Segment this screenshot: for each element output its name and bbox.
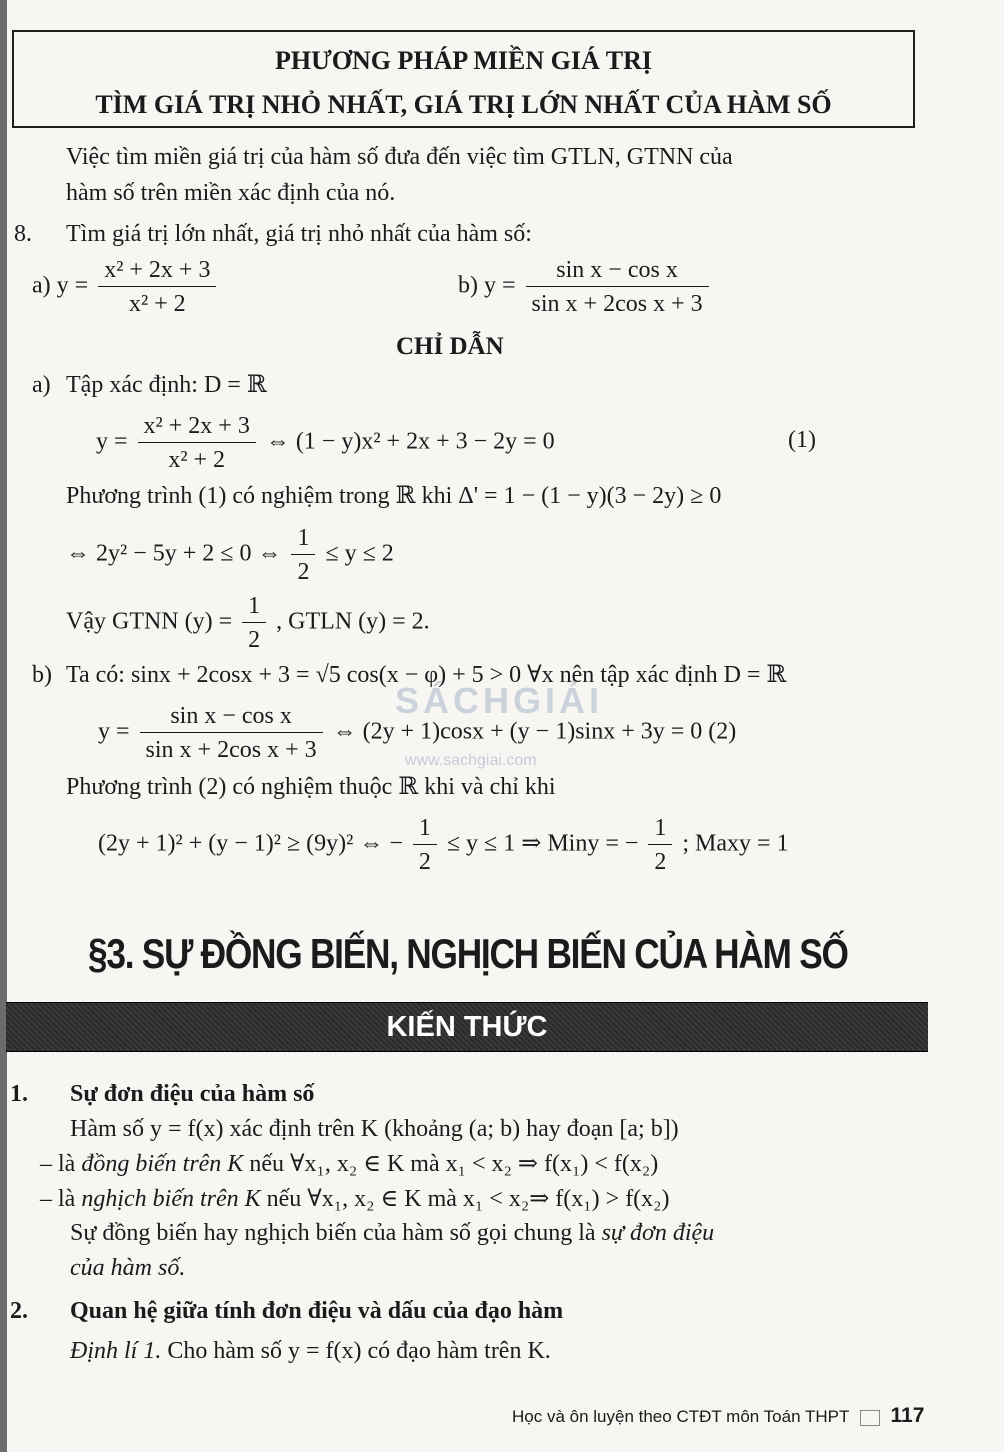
problem-a-denominator: x² + 2 bbox=[128, 291, 186, 317]
theorem-label: Định lí 1. bbox=[70, 1338, 162, 1364]
sol-b-eq-lhs: y = bbox=[98, 718, 130, 745]
sol-b-final-denominator-2: 2 bbox=[654, 849, 667, 875]
sol-a-inequality bbox=[66, 524, 394, 586]
theorem-text: Cho hàm số y = f(x) có đạo hàm trên K. bbox=[167, 1338, 551, 1364]
dash-2-term: nghịch biến trên K bbox=[81, 1186, 261, 1212]
sol-a-concl-fraction bbox=[242, 592, 266, 654]
sol-b-final-left: (2y + 1)² + (y − 1)² ≥ (9y)² ⇔ − bbox=[98, 830, 403, 857]
sol-b-equation bbox=[98, 702, 736, 764]
sol-b-final-numerator-2: 1 bbox=[648, 814, 672, 845]
problem-number: 8. bbox=[14, 221, 32, 247]
problem-b-label: b) y = bbox=[458, 272, 516, 299]
watermark-url: www.sachgiai.com bbox=[405, 752, 537, 769]
sol-a-eq-fraction bbox=[138, 412, 256, 474]
dash-2-condition: nếu ∀x₁, x₂ ∈ K mà x₁ < x₂⇒ f(x₁) > f(x₂) bbox=[266, 1186, 670, 1212]
dash-2-prefix: – là bbox=[40, 1186, 76, 1212]
sol-a-ineq-numerator: 1 bbox=[291, 524, 315, 555]
sol-a-eq-lhs: y = bbox=[96, 428, 128, 455]
problem-b bbox=[458, 256, 713, 318]
intro-line-1: Việc tìm miền giá trị của hàm số đưa đến việc tìm GTLN, GTNN của bbox=[66, 144, 733, 170]
item-2-title: Quan hệ giữa tính đơn điệu và dấu của đạo hàm bbox=[70, 1298, 564, 1324]
knowledge-banner bbox=[6, 1002, 928, 1052]
sol-a-ineq-denominator: 2 bbox=[297, 559, 310, 585]
sol-a-concl-left: Vậy GTNN (y) = bbox=[66, 608, 233, 635]
knowledge-banner-label: KIẾN THỨC bbox=[386, 1011, 548, 1043]
problem-a bbox=[32, 256, 220, 318]
sol-b-label: b) bbox=[32, 662, 52, 688]
title-box bbox=[12, 30, 915, 128]
sol-b-eq-numerator: sin x − cos x bbox=[140, 702, 323, 733]
summary-term-1: sự đơn điệu bbox=[601, 1220, 715, 1246]
summary-prefix: Sự đồng biến hay nghịch biến của hàm số gọi chung là bbox=[70, 1220, 596, 1246]
sol-a-label: a) bbox=[32, 372, 51, 398]
sol-b-final-mid: ≤ y ≤ 1 ⇒ Miny = − bbox=[446, 830, 639, 857]
theorem-1 bbox=[70, 1337, 551, 1365]
guide-heading: CHỈ DẪN bbox=[396, 333, 504, 360]
dash-1-condition: nếu ∀x₁, x₂ ∈ K mà x₁ < x₂ ⇒ f(x₁) < f(x₂) bbox=[249, 1151, 659, 1177]
sol-a-eq-tag: (1) bbox=[788, 427, 816, 453]
page-binding-edge bbox=[0, 0, 7, 1452]
problem-a-numerator: x² + 2x + 3 bbox=[98, 256, 216, 287]
page-number: 117 bbox=[890, 1404, 925, 1427]
sol-b-final-fraction-1 bbox=[413, 814, 437, 876]
item-1-decreasing bbox=[40, 1185, 670, 1213]
sol-b-final-right: ; Maxy = 1 bbox=[682, 830, 789, 857]
sol-b-final-denominator-1: 2 bbox=[418, 849, 431, 875]
problem-a-label: a) y = bbox=[32, 272, 89, 299]
sol-a-eq-numerator: x² + 2x + 3 bbox=[138, 412, 256, 443]
problem-statement: Tìm giá trị lớn nhất, giá trị nhỏ nhất của hàm số: bbox=[66, 221, 532, 247]
problem-b-fraction bbox=[526, 256, 709, 318]
problem-a-fraction bbox=[98, 256, 216, 318]
item-1-increasing bbox=[40, 1150, 658, 1178]
item-1-definition: Hàm số y = f(x) xác định trên K (khoảng (a; b) hay đoạn [a; b]) bbox=[70, 1116, 679, 1142]
dash-1-prefix: – là bbox=[40, 1151, 76, 1177]
sol-a-concl-right: , GTLN (y) = 2. bbox=[276, 608, 430, 635]
sol-a-concl-denominator: 2 bbox=[248, 627, 261, 653]
item-1-summary-line-1 bbox=[70, 1219, 714, 1247]
item-1-title: Sự đơn điệu của hàm số bbox=[70, 1081, 315, 1107]
footer-text: Học và ôn luyện theo CTĐT môn Toán THPT bbox=[512, 1407, 850, 1426]
problem-b-numerator: sin x − cos x bbox=[526, 256, 709, 287]
sol-b-eq-denominator: sin x + 2cos x + 3 bbox=[145, 737, 317, 763]
sol-a-equation bbox=[96, 412, 555, 474]
item-2-number: 2. bbox=[10, 1298, 28, 1324]
sol-a-ineq-right: ≤ y ≤ 2 bbox=[325, 540, 394, 567]
sol-b-final-numerator-1: 1 bbox=[413, 814, 437, 845]
problem-b-denominator: sin x + 2cos x + 3 bbox=[531, 291, 703, 317]
sol-b-eq-fraction bbox=[140, 702, 323, 764]
sol-a-eq-denominator: x² + 2 bbox=[168, 447, 226, 473]
sol-a-eq-rhs: ⇔ (1 − y)x² + 2x + 3 − 2y = 0 bbox=[265, 428, 555, 455]
title-line-2: TÌM GIÁ TRỊ NHỎ NHẤT, GIÁ TRỊ LỚN NHẤT CỦA HÀM SỐ bbox=[95, 90, 832, 119]
sol-a-ineq-left: ⇔ 2y² − 5y + 2 ≤ 0 ⇔ bbox=[66, 540, 282, 567]
sol-a-ineq-fraction bbox=[291, 524, 315, 586]
section-3-title: §3. SỰ ĐỒNG BIẾN, NGHỊCH BIẾN CỦA HÀM SỐ bbox=[88, 930, 848, 977]
summary-term-2: của hàm số. bbox=[70, 1255, 186, 1281]
page-footer bbox=[512, 1404, 924, 1428]
item-1-number: 1. bbox=[10, 1081, 28, 1107]
intro-line-2: hàm số trên miền xác định của nó. bbox=[66, 180, 396, 206]
sol-b-final-fraction-2 bbox=[648, 814, 672, 876]
sol-b-eq-rhs: ⇔ (2y + 1)cosx + (y − 1)sinx + 3y = 0 (2) bbox=[332, 718, 737, 745]
watermark-logo: SÁCHGIẢI bbox=[395, 680, 604, 721]
sol-a-condition: Phương trình (1) có nghiệm trong ℝ khi Δ' = 1 − (1 − y)(3 − 2y) ≥ 0 bbox=[66, 483, 722, 509]
sol-a-domain: Tập xác định: D = ℝ bbox=[66, 372, 267, 398]
sol-b-condition: Phương trình (2) có nghiệm thuộc ℝ khi và chỉ khi bbox=[66, 774, 556, 800]
sol-b-final bbox=[98, 814, 789, 876]
sol-a-concl-numerator: 1 bbox=[242, 592, 266, 623]
book-icon bbox=[860, 1410, 880, 1426]
title-line-1: PHƯƠNG PHÁP MIỀN GIÁ TRỊ bbox=[274, 46, 652, 75]
sol-a-conclusion bbox=[66, 592, 430, 654]
sol-b-line-1: Ta có: sinx + 2cosx + 3 = √5 cos(x − φ) + 5 > 0 ∀x nên tập xác định D = ℝ bbox=[66, 662, 787, 688]
dash-1-term: đồng biến trên K bbox=[81, 1151, 244, 1177]
